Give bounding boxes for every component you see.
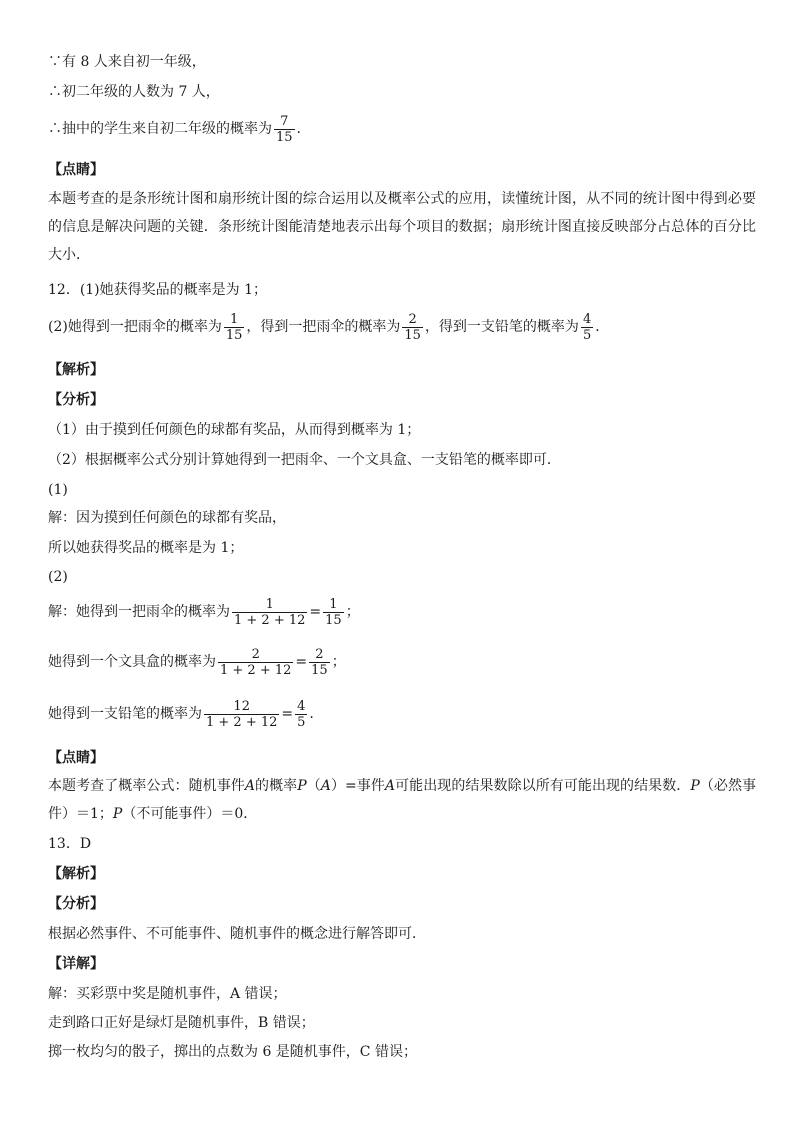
denominator: 1 + 2 + 12 <box>206 714 278 730</box>
denominator: 15 <box>404 327 421 343</box>
fraction <box>274 114 295 145</box>
section-heading: 【分析】 <box>48 896 104 912</box>
fraction <box>204 699 279 730</box>
text-line: 所以她获得奖品的概率是为 1； <box>48 540 244 556</box>
denominator: 15 <box>325 612 342 628</box>
fraction <box>581 312 593 343</box>
numerator: 1 <box>229 311 239 327</box>
variable: A <box>384 778 396 794</box>
section-heading: 【解析】 <box>48 362 104 378</box>
text-line <box>48 112 301 146</box>
text-line: 解：买彩票中奖是随机事件，A 错误； <box>48 986 287 1002</box>
numerator: 4 <box>582 311 592 327</box>
numerator: 4 <box>297 698 306 714</box>
text: ∴抽中的学生来自初二年级的概率为 <box>48 121 272 137</box>
question-heading: 12．(1)她获得奖品的概率是为 1； <box>48 282 268 298</box>
equals-sign: = <box>281 706 294 722</box>
text: （不可能事件）＝0． <box>122 806 258 822</box>
fraction <box>323 597 344 628</box>
variable: A <box>320 778 331 794</box>
text-line: ∵有 8 人来自初一年级， <box>48 54 206 70</box>
variable: P <box>297 778 307 794</box>
denominator: 5 <box>582 327 592 343</box>
text-line <box>48 310 609 344</box>
denominator: 15 <box>311 662 328 678</box>
equals-sign: = <box>309 604 322 620</box>
numerator: 2 <box>315 646 324 662</box>
paragraph: 本题考查的是条形统计图和扇形统计图的综合运用以及概率公式的应用，读懂统计图，从不同的统计图中得到必要的信息是解决问题的关键．条形统计图能清楚地表示出每个项目的数据；扇形统计图直接反映部分占总体的百分比大小． <box>48 191 756 263</box>
numerator: 7 <box>280 113 289 129</box>
text: （ <box>306 778 321 794</box>
text: ； <box>345 604 360 620</box>
text-line: 走到路口正好是绿灯是随机事件，B 错误； <box>48 1015 315 1031</box>
fraction <box>295 699 307 730</box>
text: 她得到一个文具盒的概率为 <box>48 654 216 670</box>
variable: A <box>244 778 255 794</box>
fraction <box>402 312 423 343</box>
text-line: （2）根据概率公式分别计算她得到一把雨伞、一个文具盒、一支铅笔的概率即可． <box>48 452 561 468</box>
numerator: 1 <box>329 596 338 612</box>
variable: P <box>112 806 123 822</box>
denominator: 15 <box>225 327 243 343</box>
text: ，得到一支铅笔的概率为 <box>424 319 579 335</box>
fraction <box>224 312 245 343</box>
text: 本题考查了概率公式：随机事件 <box>48 778 245 794</box>
fraction <box>309 647 330 678</box>
text-line: 掷一枚均匀的骰子，掷出的点数为 6 是随机事件，C 错误； <box>48 1044 417 1060</box>
numerator: 1 <box>265 596 274 612</box>
text: 她得到一支铅笔的概率为 <box>48 706 202 722</box>
text: (2)她得到一把雨伞的概率为 <box>48 319 222 335</box>
question-heading: 13．D <box>48 836 92 852</box>
text: ，得到一把雨伞的概率为 <box>246 319 401 335</box>
denominator: 15 <box>276 129 293 145</box>
section-heading: 【解析】 <box>48 866 104 882</box>
equals-sign: = <box>295 654 308 670</box>
text-line: ∴初二年级的人数为 7 人， <box>48 84 220 100</box>
denominator: 1 + 2 + 12 <box>220 662 292 678</box>
fraction <box>218 647 293 678</box>
numerator: 2 <box>251 646 260 662</box>
text: ； <box>331 654 346 670</box>
text-line: （1）由于摸到任何颜色的球都有奖品，从而得到概率为 1； <box>48 422 421 438</box>
text-line: 根据必然事件、不可能事件、随机事件的概念进行解答即可． <box>48 926 426 942</box>
denominator: 5 <box>297 714 306 730</box>
numerator: 2 <box>408 311 417 327</box>
text-line <box>48 645 346 679</box>
section-heading: 【点睛】 <box>48 750 104 766</box>
text: . <box>309 706 314 722</box>
text-line <box>48 595 360 629</box>
paragraph <box>48 772 756 828</box>
text-line: 解：因为摸到任何颜色的球都有奖品， <box>48 510 286 526</box>
section-heading: 【详解】 <box>48 956 104 972</box>
variable: P <box>690 778 700 794</box>
text-line: (2) <box>48 569 68 585</box>
text-line: (1) <box>48 482 68 498</box>
denominator: 1 + 2 + 12 <box>234 612 306 628</box>
text: ）=事件 <box>330 778 385 794</box>
text-line <box>48 697 314 731</box>
text: 可能出现的结果数除以所有可能出现的结果数． <box>395 778 691 794</box>
fraction <box>232 597 307 628</box>
text: （必然事件）＝1； <box>48 778 757 822</box>
section-heading: 【点睛】 <box>48 162 104 178</box>
text: 的概率 <box>254 778 298 794</box>
text: 解：她得到一把雨伞的概率为 <box>48 604 230 620</box>
section-heading: 【分析】 <box>48 392 104 408</box>
text: ． <box>595 319 610 335</box>
numerator: 12 <box>233 698 250 714</box>
text: . <box>296 121 301 137</box>
